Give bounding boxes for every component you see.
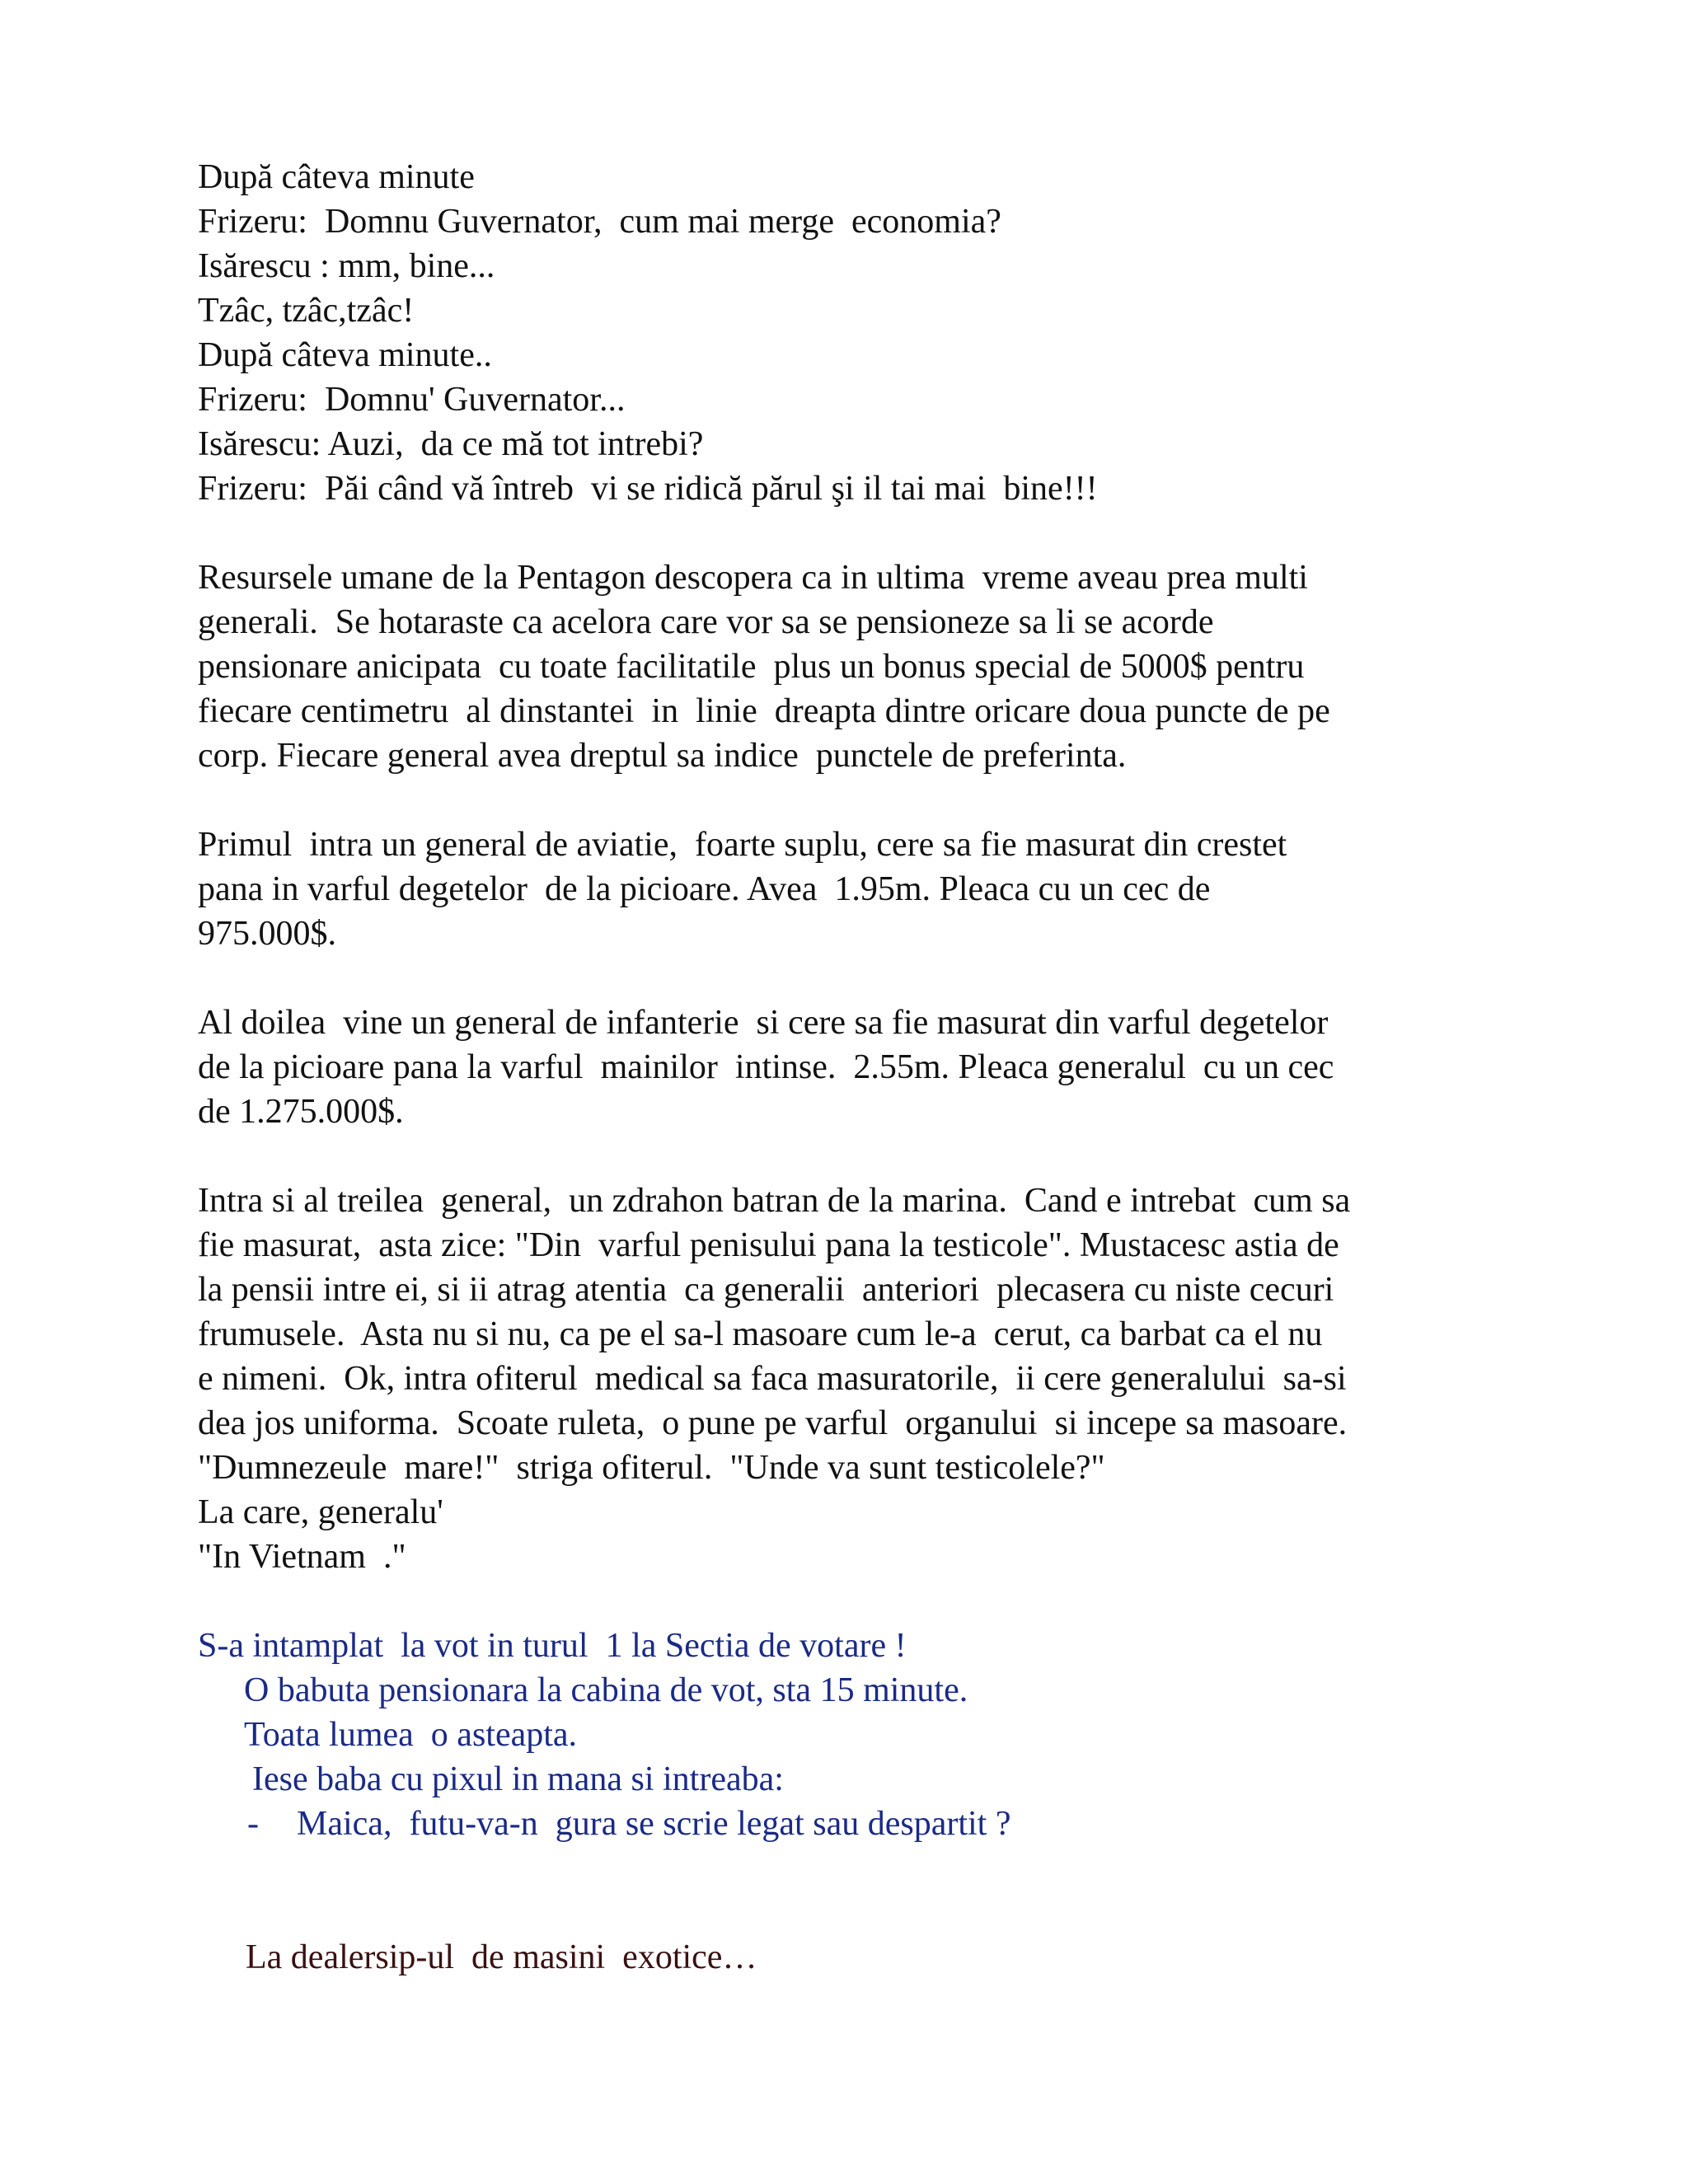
text-line: "Dumnezeule mare!" striga ofiterul. "Unde va sunt testicolele?" xyxy=(198,1449,1105,1487)
text-line: Frizeru: Domnu Guvernator, cum mai merge economia? xyxy=(198,203,1001,241)
text-line: fie masurat, asta zice: "Din varful penisului pana la testicole". Mustacesc astia de xyxy=(198,1226,1339,1264)
dealership-section xyxy=(198,1935,1500,1980)
text-line: e nimeni. Ok, intra ofiterul medical sa faca masuratorile, ii cere generalului sa-si xyxy=(198,1360,1347,1398)
barber-joke-section xyxy=(198,155,1500,511)
text-line: Intra si al treilea general, un zdrahon batran de la marina. Cand e intrebat cum sa xyxy=(198,1182,1351,1220)
first-general-paragraph xyxy=(198,823,1500,956)
text-line: dea jos uniforma. Scoate ruleta, o pune pe varful organului si incepe sa masoare. xyxy=(198,1404,1348,1442)
text-line: După câteva minute xyxy=(198,158,475,196)
text-line: la pensii intre ei, si ii atrag atentia ca generalii anteriori plecasera cu niste cecuri xyxy=(198,1271,1334,1309)
text-line: de 1.275.000$. xyxy=(198,1093,404,1131)
text-line: Frizeru: Păi când vă întreb vi se ridică părul şi il tai mai bine!!! xyxy=(198,470,1098,508)
pentagon-paragraph xyxy=(198,555,1500,778)
text-line: de la picioare pana la varful mainilor intinse. 2.55m. Pleaca generalul cu un cec xyxy=(198,1048,1334,1086)
dialogue-text: Maica, futu-va-n gura se scrie legat sau despartit ? xyxy=(297,1805,1011,1843)
text-line: Al doilea vine un general de infanterie si cere sa fie masurat din varful degetelor xyxy=(198,1004,1329,1042)
paragraph-gap xyxy=(198,956,1500,1001)
text-line: O babuta pensionara la cabina de vot, sta 15 minute. xyxy=(244,1671,968,1709)
text-line: fiecare centimetru al dinstantei in linie dreapta dintre oricare doua puncte de pe xyxy=(198,692,1330,730)
text-line: frumusele. Asta nu si nu, ca pe el sa-l masoare cum le-a cerut, ca barbat ca el nu xyxy=(198,1315,1323,1353)
text-line: Primul intra un general de aviatie, foarte suplu, cere sa fie masurat din crestet xyxy=(198,826,1287,864)
text-line: "In Vietnam ." xyxy=(198,1538,406,1576)
text-line: Frizeru: Domnu' Guvernator... xyxy=(198,381,626,419)
text-line: Toata lumea o asteapta. xyxy=(244,1716,578,1754)
text-line: corp. Fiecare general avea dreptul sa indice punctele de preferinta. xyxy=(198,737,1127,775)
text-line: La care, generalu' xyxy=(198,1493,443,1531)
voting-heading: S-a intamplat la vot in turul 1 la Sectia de votare ! xyxy=(198,1627,907,1665)
text-line: pana in varful degetelor de la picioare. Avea 1.95m. Pleaca cu un cec de xyxy=(198,870,1211,908)
paragraph-gap xyxy=(198,1134,1500,1179)
third-general-paragraph xyxy=(198,1179,1500,1579)
text-line: După câteva minute.. xyxy=(198,336,492,374)
paragraph-gap xyxy=(198,778,1500,823)
text-line: La dealersip-ul de masini exotice… xyxy=(246,1938,757,1976)
text-line: Tzâc, tzâc,tzâc! xyxy=(198,292,415,330)
text-line: 975.000$. xyxy=(198,915,336,953)
text-line: Isărescu: Auzi, da ce mă tot intrebi? xyxy=(198,425,704,463)
second-general-paragraph xyxy=(198,1001,1500,1134)
dialogue-line xyxy=(198,1802,1500,1846)
text-line: generali. Se hotaraste ca acelora care vor sa se pensioneze sa li se acorde xyxy=(198,603,1214,641)
paragraph-gap xyxy=(198,1891,1500,1935)
paragraph-gap xyxy=(198,1579,1500,1624)
document-body xyxy=(198,155,1500,1980)
dash-bullet: - xyxy=(247,1805,259,1843)
text-line: Resursele umane de la Pentagon descopera ca in ultima vreme aveau prea multi xyxy=(198,559,1308,597)
text-line: Isărescu : mm, bine... xyxy=(198,247,495,285)
paragraph-gap xyxy=(198,1846,1500,1891)
text-line: Iese baba cu pixul in mana si intreaba: xyxy=(252,1760,784,1798)
voting-joke-section xyxy=(198,1624,1500,1846)
text-line: pensionare anicipata cu toate facilitatile plus un bonus special de 5000$ pentru xyxy=(198,648,1305,686)
paragraph-gap xyxy=(198,511,1500,555)
